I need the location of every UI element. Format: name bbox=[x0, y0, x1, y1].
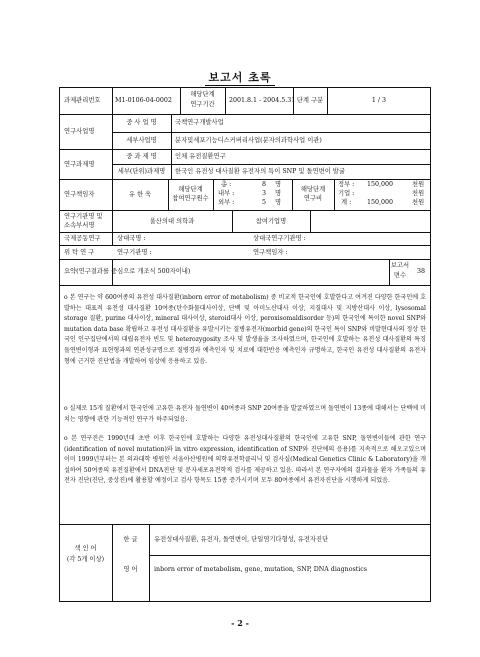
page-title: 보고서 초록 bbox=[0, 69, 480, 85]
institution-label-1: 연구기관명 및 bbox=[64, 213, 103, 220]
page-number: - 2 - bbox=[231, 618, 249, 628]
stage-label: 단계 구분 bbox=[296, 97, 324, 104]
summary-paragraph-3: o 본 연구진은 1990년대 초반 이후 한국인에 호발하는 다양한 유전성대사질환의 한국인에 고유한 SNP, 돌연변이들에 관한 연구(identification of novel mutation)와 in vitro expression, identification of SNP와 진단에의 응용)를 지속적으로 해오고있으며 이미 1999년부터는 본 의과대학 병원인 서울아산병원에 의학유전학클리닉 및 검사실(Medical Genetics Clinic & Laboratory)을 개설하여 50여종의 유전질환에서 DNA진단 및 분자세포유전학적 검사를 제공하고 있음. 따라서 본 연구자에의 결과물을 환자 가족들의 유전자 진단(진단, 중상진)에 활용할 예정이고 검사 항목도 15종 증가시키며 모두 80여종에서 유전자진단을 시행하게 되었음. bbox=[64, 435, 426, 485]
institution-label-2: 소속부서명 bbox=[64, 222, 95, 229]
gov-label: 정부 : bbox=[338, 181, 355, 188]
institution-value: 울산의대 의학과 bbox=[149, 218, 195, 225]
summary-paragraph-1: o 본 연구는 약 600여종의 유전성 대사질환(inborn error of metabolism) 중 비교적 한국인에 호발한다고 여겨진 다양한 한국인에 호발하는 대표적 유전성 대사질환 10여종(탄수화물대사이상, 단백 및 아미노산대사 이상, 지질대사 및 지방산대사 이상, lysosomal storage 질환, purine 대사이상, mineral 대사이상, steroid대사 이상, peroxisomaldisorder 등)의 한국인에 특이한 novel SNP와 mutation data base 확립하고 유전성 대사질환을 유발시키는 질병유전자(morbid gene)의 한국인 특이 SNP와 비발현대사의 정상 한국인 인구집단에서의 대립유전자 빈도 및 heterozygosity 조사 및 발생율을 조사하였으며, 한국인에 호발하는 유전성 대사질환의 특징 돌연변이형과 표현형과의 연관성규명으로 질병경과 예측인자 및 치료에 대한반응 예측인자 규명하고, 한국인 유전성 대사질환의 유전자형에 근거한 진단법을 개발하여 임상에 응용하고 있음. bbox=[64, 294, 426, 365]
keywords-label-1: 색 인 어 bbox=[74, 545, 97, 552]
period-label-2: 연구기간 bbox=[190, 101, 215, 108]
internal-value: 3 bbox=[262, 190, 267, 197]
contract-label: 위 탁 연 구 bbox=[64, 249, 95, 256]
count-label-2: 참여연구원수 bbox=[172, 195, 209, 202]
gov-value: 150,000 bbox=[367, 181, 394, 188]
sum-value: 150,000 bbox=[367, 199, 394, 206]
period-label-1: 해당단계 bbox=[190, 91, 215, 98]
external-value: 5 bbox=[262, 199, 267, 206]
internal-label: 내부 : bbox=[218, 190, 235, 197]
external-unit: 명 bbox=[275, 199, 282, 206]
contract-inst-label: 연구기관명 : bbox=[117, 249, 152, 256]
intl-partner-inst-label: 상대국연구기관명 : bbox=[253, 235, 306, 242]
intl-partner-label: 상대국명 : bbox=[117, 235, 146, 242]
project-label: 연구사업명 bbox=[64, 128, 95, 135]
researcher-name: 유 한 욱 bbox=[128, 191, 152, 198]
task-label: 연구과제명 bbox=[64, 161, 95, 168]
cost-label-2: 연구비 bbox=[303, 195, 323, 202]
total-value: 8 bbox=[262, 181, 267, 188]
summary-paragraph-2: o 실제로 15개 질환에서 한국인에 고유한 유전자 돌연변이 40여종과 SNP 20여종을 발굴하였으며 돌연변이 13종에 대해서는 단백에 미치는 영향에 관한 기능적인 연구가 하주되었음. bbox=[64, 405, 426, 423]
sum-label: 계 : bbox=[341, 199, 352, 206]
task-mid-value: 인체 유전질환연구 bbox=[175, 153, 226, 160]
pages-value: 38 bbox=[416, 268, 425, 275]
task-sub-label: 세부(단위)과제명 bbox=[117, 168, 166, 175]
internal-unit: 명 bbox=[275, 190, 282, 197]
period-value: 2001.8.1 - 2004.5.31 bbox=[229, 97, 296, 104]
corp-label: 기업 : bbox=[338, 190, 355, 197]
cost-label-1: 해당단계 bbox=[300, 186, 326, 193]
project-mid-value: 국책연구개발사업 bbox=[175, 119, 224, 126]
total-label: 총 : bbox=[221, 181, 232, 188]
pages-label-2: 면수 bbox=[393, 272, 407, 279]
pages-label-1: 보고서 bbox=[390, 262, 410, 269]
stage-value: 1 / 3 bbox=[371, 97, 387, 104]
keywords-kor-label: 한 글 bbox=[123, 536, 138, 543]
corp-unit: 천원 bbox=[412, 190, 425, 197]
project-mid-label: 중 사 업 명 bbox=[126, 119, 157, 126]
contract-head-label: 연구책임자 : bbox=[253, 249, 288, 256]
count-label-1: 해당단계 bbox=[178, 186, 203, 193]
summary-label: 요약(연구결과를 중심으로 개조식 500자이내) bbox=[64, 268, 191, 275]
keywords-kor-value: 유전성대사질환, 유전자, 돌연변이, 단일염기다형성, 유전자진단 bbox=[154, 536, 329, 543]
keywords-eng-value: inborn error of metabolism, gene, mutation, SNP, DNA diagnostics bbox=[154, 566, 368, 573]
sum-unit: 천원 bbox=[412, 199, 425, 206]
task-sub-value: 한국인 유전성 대사질환 유전자의 특이 SNP 및 돌연변이 발굴 bbox=[175, 168, 345, 175]
researcher-label: 연구책임자 bbox=[64, 191, 95, 198]
task-mid-label: 중 과 제 명 bbox=[126, 153, 157, 160]
keywords-eng-label: 영 어 bbox=[123, 566, 138, 573]
mgmt-no-label: 과제관리번호 bbox=[64, 97, 101, 104]
mgmt-no-value: M1-0106-04-0002 bbox=[115, 97, 172, 104]
total-unit: 명 bbox=[275, 181, 282, 188]
intl-label: 국제공동연구 bbox=[64, 235, 101, 242]
partner-label: 참여기업명 bbox=[255, 218, 287, 225]
external-label: 외부 : bbox=[218, 199, 235, 206]
keywords-label-2: (각 5개 이상) bbox=[66, 556, 105, 563]
gov-unit: 천원 bbox=[412, 181, 425, 188]
project-sub-value: 분자및세포기능디스커버리사업(분자의과학사업 이관) bbox=[175, 137, 322, 144]
project-sub-label: 세부사업명 bbox=[126, 137, 157, 144]
